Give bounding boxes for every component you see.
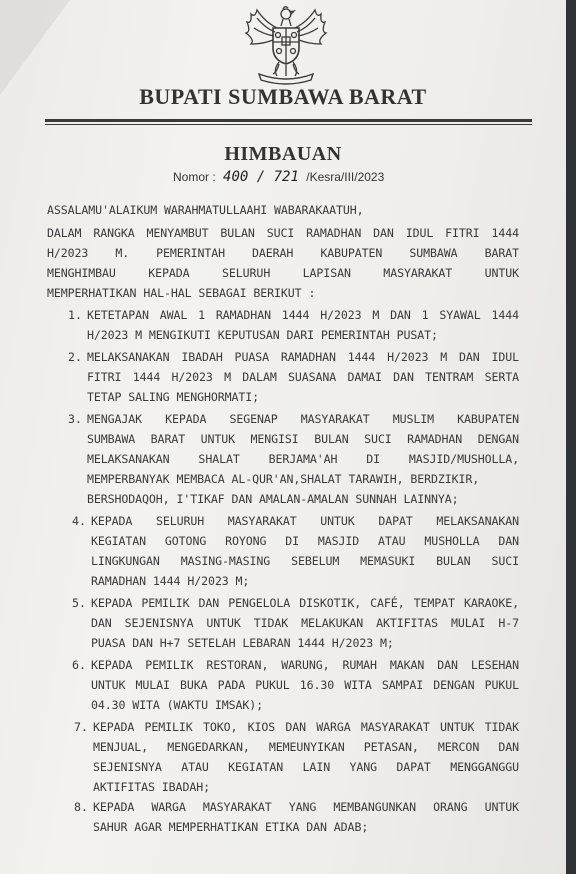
item-line: MENGAJAK KEPADA SEGENAP MASYARAKAT MUSLIM KABUPATEN xyxy=(87,412,519,426)
item-line: KEPADA PEMILIK RESTORAN, WARUNG, RUMAH MAKAN DAN LESEHAN xyxy=(91,658,519,672)
item-line: H/2023 M MENGIKUTI KEPUTUSAN DARI PEMERINTAH PUSAT; xyxy=(87,328,438,342)
header-rule xyxy=(45,119,532,122)
folded-corner xyxy=(0,0,70,95)
nomor-suffix: /Kesra/III/2023 xyxy=(306,170,385,184)
item-line: PUASA DAN H+7 SETELAH LEBARAN 1444 H/2023 M; xyxy=(91,636,394,650)
item-line: MELAKSANAKAN IBADAH PUASA RAMADHAN 1444 H/2023 M DAN IDUL xyxy=(87,350,519,364)
regent-title: BUPATI SUMBAWA BARAT xyxy=(139,84,427,109)
item-number: 5. xyxy=(72,596,86,610)
item-line: TETAP SALING MENGHORMATI; xyxy=(87,390,260,404)
item-line: MELAKSANAKAN SHALAT BERJAMA'AH DI MASJID/MUSHOLLA, xyxy=(87,452,519,466)
intro-line: DALAM RANGKA MENYAMBUT BULAN SUCI RAMADHAN DAN IDUL FITRI 1444 xyxy=(47,226,519,240)
item-line: BERSHODAQOH, I'TIKAF DAN AMALAN-AMALAN SUNNAH LAINNYA; xyxy=(87,492,459,506)
intro-line: H/2023 M. PEMERINTAH DAERAH KABUPATEN SUMBAWA BARAT xyxy=(47,246,519,260)
item-line: KEGIATAN GOTONG ROYONG DI MASJID ATAU MUSHOLLA DAN xyxy=(91,534,519,548)
header-rule-thin xyxy=(45,124,532,125)
item-line: KEPADA SELURUH MASYARAKAT UNTUK DAPAT MELAKSANAKAN xyxy=(91,514,519,528)
item-number: 7. xyxy=(74,720,88,734)
item-line: MENJUAL, MENGEDARKAN, MEMEUNYIKAN PETASAN, MERCON DAN xyxy=(93,740,519,754)
nomor-handwritten: 400 / 721 xyxy=(223,169,299,185)
item-line: SAHUR AGAR MEMPERHATIKAN ETIKA DAN ADAB; xyxy=(93,820,369,834)
item-line: LINGKUNGAN MASING-MASING SEBELUM MEMASUKI BULAN SUCI xyxy=(91,554,519,568)
document-title: HIMBAUAN xyxy=(224,143,342,165)
garuda-emblem-icon xyxy=(243,4,329,86)
nomor-label: Nomor : xyxy=(173,170,216,184)
item-line: RAMADHAN 1444 H/2023 M; xyxy=(91,574,250,588)
item-line: UNTUK MULAI BUKA PADA PUKUL 16.30 WITA SAMPAI DENGAN PUKUL xyxy=(91,678,519,692)
item-number: 8. xyxy=(74,800,88,814)
item-line: AKTIFITAS IBADAH; xyxy=(93,780,210,794)
item-number: 3. xyxy=(68,412,82,426)
intro-line: MENGHIMBAU KEPADA SELURUH LAPISAN MASYARAKAT UNTUK xyxy=(47,266,519,280)
item-line: KEPADA PEMILIK DAN PENGELOLA DISKOTIK, CAFÉ, TEMPAT KARAOKE, xyxy=(91,596,519,610)
item-number: 4. xyxy=(72,514,86,528)
intro-line: MEMPERHATIKAN HAL-HAL SEBAGAI BERIKUT : xyxy=(47,286,316,300)
item-line: KEPADA WARGA MASYARAKAT YANG MEMBANGUNKAN ORANG UNTUK xyxy=(93,800,519,814)
item-line: KEPADA PEMILIK TOKO, KIOS DAN WARGA MASYARAKAT UNTUK TIDAK xyxy=(93,720,519,734)
document-number xyxy=(173,169,384,185)
item-number: 1. xyxy=(68,308,82,322)
item-line: 04.30 WITA (WAKTU IMSAK); xyxy=(91,698,264,712)
item-line: MEMPERBANYAK MEMBACA AL-QUR'AN,SHALAT TARAWIH, BERDZIKIR, xyxy=(87,472,480,486)
item-line: DAN SEJENISNYA UNTUK TIDAK MELAKUKAN AKTIFITAS MULAI H-7 xyxy=(91,616,519,630)
item-number: 2. xyxy=(68,350,82,364)
greeting: ASSALAMU'ALAIKUM WARAHMATULLAAHI WABARAKAATUH, xyxy=(47,203,364,217)
item-line: KETETAPAN AWAL 1 RAMADHAN 1444 H/2023 M DAN 1 SYAWAL 1444 xyxy=(87,308,519,322)
item-number: 6. xyxy=(72,658,86,672)
item-line: SUMBAWA BARAT UNTUK MENGISI BULAN SUCI RAMADHAN DENGAN xyxy=(87,432,519,446)
item-line: FITRI 1444 H/2023 M DALAM SUASANA DAMAI DAN TENTRAM SERTA xyxy=(87,370,519,384)
photo-background-edge xyxy=(566,0,576,874)
item-line: SEJENISNYA ATAU KEGIATAN LAIN YANG DAPAT MENGGANGGU xyxy=(93,760,519,774)
